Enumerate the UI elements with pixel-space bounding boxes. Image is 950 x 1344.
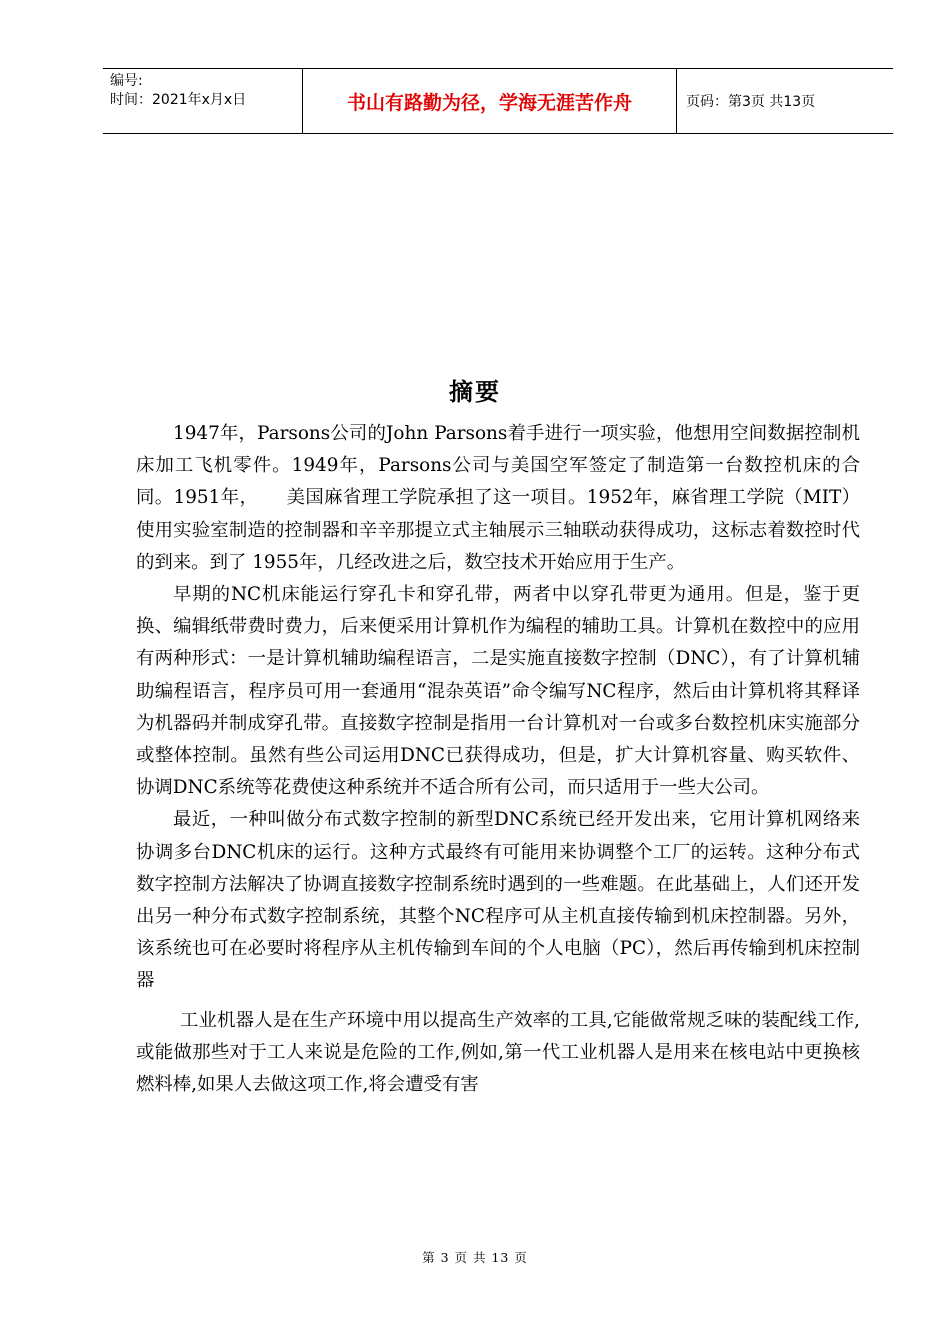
- header-page-info: 页码：第3页 共13页: [686, 94, 816, 110]
- paragraph-1: 1947年，Parsons公司的John Parsons着手进行一项实验，他想用空间数据控制机床加工飞机零件。1949年，Parsons公司与美国空军签定了制造第一台数控机床的合同。1951年， 美国麻省理工学院承担了这一项目。1952年，麻省理工学院（MIT）使用实验室制造的控制器和辛辛那提立式主轴展示三轴联动获得成功，这标志着数控时代的到来。到了 1955年，几经改进之后，数空技术开始应用于生产。: [136, 423, 860, 573]
- time-label: 时间：2021年x月x日: [110, 92, 247, 108]
- abstract-body: [136, 418, 860, 1101]
- paragraph-3: 最近，一种叫做分布式数字控制的新型DNC系统已经开发出来，它用计算机网络来协调多台DNC机床的运行。这种方式最终有可能用来协调整个工厂的运转。这种分布式数字控制方法解决了协调直接数字控制系统时遇到的一些难题。在此基础上，人们还开发出另一种分布式数字控制系统，其整个NC程序可从主机直接传输到机床控制器。另外，该系统也可在必要时将程序从主机传输到车间的个人电脑（PC），然后再传输到机床控制器: [136, 809, 860, 992]
- header-info-cell: [103, 69, 303, 133]
- paragraph-2: 早期的NC机床能运行穿孔卡和穿孔带，两者中以穿孔带更为通用。但是，鉴于更换、编辑纸带费时费力，后来便采用计算机作为编程的辅助工具。计算机在数控中的应用有两种形式：一是计算机辅助编程语言，二是实施直接数字控制（DNC），有了计算机辅助编程语言，程序员可用一套通用“混杂英语”命令编写NC程序，然后由计算机将其释译为机器码并制成穿孔带。直接数字控制是指用一台计算机对一台或多台数控机床实施部分或整体控制。虽然有些公司运用DNC已获得成功，但是，扩大计算机容量、购买软件、协调DNC系统等花费使这种系统并不适合所有公司，而只适用于一些大公司。: [136, 584, 860, 799]
- serial-label: 编号:: [110, 73, 143, 89]
- header-motto: 书山有路勤为径，学海无涯苦作舟: [303, 69, 677, 133]
- page-title: 摘要: [449, 377, 501, 406]
- page-header: [103, 68, 893, 134]
- paragraph-4: 工业机器人是在生产环境中用以提高生产效率的工具,它能做常规乏味的装配线工作,或能做那些对于工人来说是危险的工作,例如,第一代工业机器人是用来在核电站中更换核燃料棒,如果人去做这项工作,将会遭受有害: [136, 1009, 860, 1096]
- page-footer: 第 3 页 共 13 页: [422, 1250, 528, 1265]
